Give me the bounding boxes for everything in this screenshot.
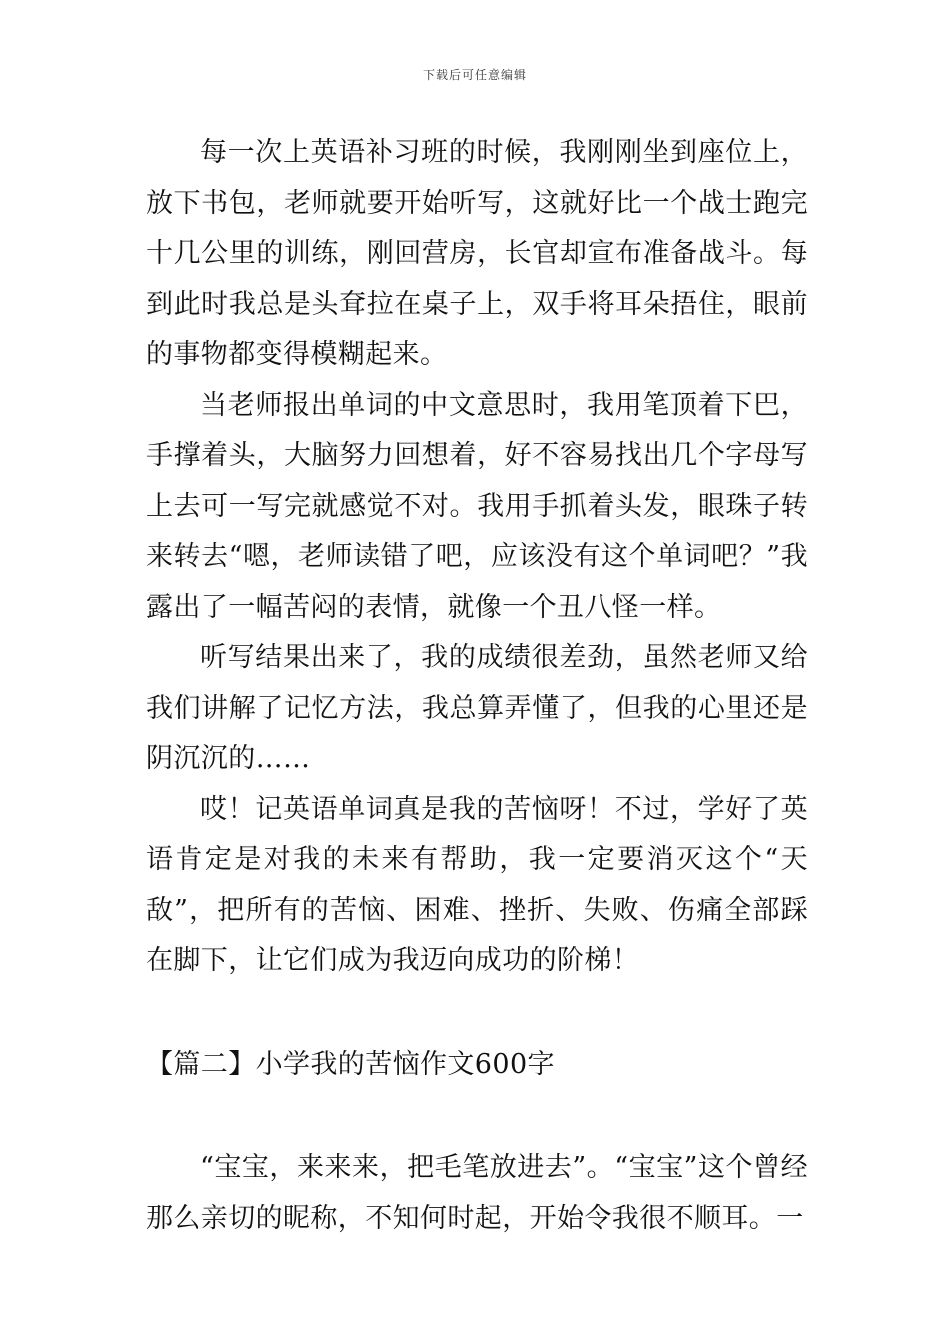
section2-paragraph: “宝宝，来来来，把毛笔放进去”。“宝宝”这个曾经那么亲切的昵称，不知何时起，开始令我很不顺耳。一 [146,1152,808,1234]
paragraph-4: 哎！记英语单词真是我的苦恼呀！不过，学好了英语肯定是对我的未来有帮助，我一定要消灭这个“天敌”，把所有的苦恼、困难、挫折、失败、伤痛全部踩在脚下，让它们成为我迈向成功的阶梯！ [146,793,808,976]
paragraph-3: 听写结果出来了，我的成绩很差劲，虽然老师又给我们讲解了记忆方法，我总算弄懂了，但我的心里还是阴沉沉的…… [146,642,808,774]
paragraph-2: 当老师报出单词的中文意思时，我用笔顶着下巴，手撑着头，大脑努力回想着，好不容易找出几个字母写上去可一写完就感觉不对。我用手抓着头发，眼珠子转来转去“嗯，老师读错了吧，应该没有这个单词吧？”我露出了一幅苦闷的表情，就像一个丑八怪一样。 [146,389,808,623]
page-header-note: 下载后可任意编辑 [422,68,527,82]
section-title: 【篇二】小学我的苦恼作文600字 [146,1048,555,1080]
document-body [146,128,808,1244]
paragraph-1: 每一次上英语补习班的时候，我刚刚坐到座位上，放下书包，老师就要开始听写，这就好比一个战士跑完十几公里的训练，刚回营房，长官却宣布准备战斗。每到此时我总是头耷拉在桌子上，双手将耳朵捂住，眼前的事物都变得模糊起来。 [146,137,808,370]
